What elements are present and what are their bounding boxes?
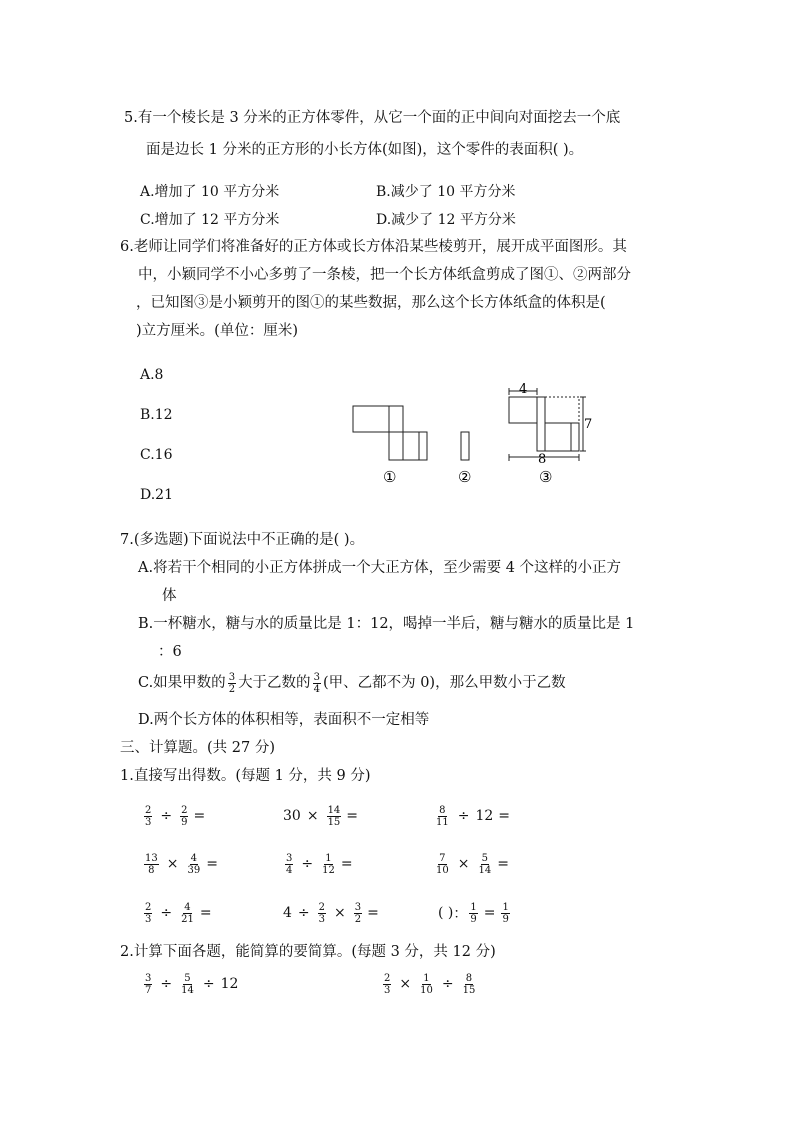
operator: ÷ bbox=[202, 976, 215, 992]
denominator: 7 bbox=[145, 984, 152, 996]
number: 30 bbox=[283, 808, 301, 824]
q5-option-c: C.增加了 12 平方分米 bbox=[140, 212, 280, 228]
operator: ÷ bbox=[297, 905, 310, 921]
q6-option-a: A.8 bbox=[140, 367, 164, 383]
numerator: 2 bbox=[181, 804, 188, 816]
fraction bbox=[144, 805, 152, 828]
fraction bbox=[180, 902, 195, 925]
calc-r2c1 bbox=[142, 851, 218, 877]
fraction bbox=[327, 805, 342, 828]
operator: × bbox=[306, 808, 319, 824]
denominator: 3 bbox=[318, 913, 326, 925]
fraction bbox=[435, 805, 450, 828]
operator: × bbox=[399, 976, 412, 992]
denominator: 4 bbox=[286, 864, 293, 876]
calc-r2c2 bbox=[283, 851, 353, 877]
fraction bbox=[318, 902, 326, 925]
q7-option-c-middle: 大于乙数的 bbox=[238, 675, 311, 691]
fraction bbox=[144, 853, 159, 876]
q6-option-d: D.21 bbox=[140, 487, 173, 503]
calc-r3c3 bbox=[438, 900, 512, 926]
fraction bbox=[354, 902, 362, 925]
answer-blank: ( ) bbox=[438, 905, 454, 921]
denominator: 14 bbox=[181, 984, 194, 996]
fraction bbox=[321, 853, 336, 876]
fraction bbox=[144, 902, 152, 925]
q6-line2: 中，小颖同学不小心多剪了一条棱，把一个长方体纸盒剪成了图①、②两部分 bbox=[138, 267, 631, 283]
calc-r1c1 bbox=[142, 803, 205, 829]
operator: × bbox=[457, 856, 470, 872]
denominator: 9 bbox=[470, 913, 477, 925]
calc-r3c1 bbox=[142, 900, 212, 926]
denominator: 39 bbox=[187, 864, 201, 876]
section-3-heading: 三、计算题。(共 27 分) bbox=[120, 740, 275, 756]
equals: = bbox=[199, 905, 212, 921]
operator: ÷ bbox=[160, 808, 173, 824]
denominator: 3 bbox=[384, 984, 391, 996]
figure-2-strip bbox=[461, 432, 469, 460]
q6-line3: ，已知图③是小颖剪开的图①的某些数据，那么这个长方体纸盒的体积是( bbox=[136, 295, 606, 311]
dimension-top-label: 4 bbox=[519, 382, 528, 397]
fraction bbox=[419, 973, 434, 996]
q7-option-b-line2: ：6 bbox=[158, 644, 182, 660]
calc-r1c2 bbox=[283, 803, 358, 829]
figure-3-label: ③ bbox=[539, 468, 553, 486]
denominator: 2 bbox=[228, 683, 236, 695]
numerator: 1 bbox=[423, 972, 430, 984]
figure-1-net bbox=[353, 406, 427, 460]
numerator: 2 bbox=[145, 901, 152, 913]
operator: ÷ bbox=[441, 976, 454, 992]
fraction bbox=[477, 853, 492, 876]
q5-option-a: A.增加了 10 平方分米 bbox=[140, 184, 280, 200]
fraction bbox=[186, 853, 201, 876]
operator: × bbox=[334, 905, 346, 921]
numerator: 5 bbox=[481, 852, 489, 864]
number: 4 bbox=[283, 905, 292, 921]
numerator: 13 bbox=[145, 852, 158, 864]
fraction bbox=[144, 973, 152, 996]
denominator: 10 bbox=[420, 984, 433, 996]
number: 12 bbox=[475, 808, 494, 824]
section-3-sub1: 1.直接写出得数。(每题 1 分，共 9 分) bbox=[120, 768, 371, 784]
numerator: 3 bbox=[286, 852, 293, 864]
fraction bbox=[435, 853, 450, 876]
colon: ： bbox=[453, 906, 468, 922]
q7-option-a-line1: A.将若干个相同的小正方体拼成一个大正方体，至少需要 4 个这样的小正方 bbox=[138, 560, 622, 576]
numerator: 14 bbox=[327, 804, 341, 816]
q7-option-b-line1: B.一杯糖水，糖与水的质量比是 1：12，喝掉一半后，糖与糖水的质量比是 1 bbox=[138, 616, 635, 632]
calc-r1c3 bbox=[433, 803, 510, 829]
calc-p2c1 bbox=[142, 971, 238, 997]
numerator: 4 bbox=[184, 901, 191, 913]
denominator: 10 bbox=[436, 864, 449, 876]
denominator: 11 bbox=[436, 816, 449, 828]
q7-option-c-suffix: (甲、乙都不为 0)，那么甲数小于乙数 bbox=[322, 675, 566, 691]
equals: = bbox=[193, 808, 206, 824]
q7-option-c bbox=[138, 670, 566, 696]
equals: = bbox=[206, 856, 218, 872]
numerator: 8 bbox=[465, 972, 473, 984]
figure-1-label: ① bbox=[383, 468, 397, 486]
dimension-right-label: 7 bbox=[584, 417, 593, 432]
q7-option-d: D.两个长方体的体积相等，表面积不一定相等 bbox=[138, 712, 430, 728]
numerator: 3 bbox=[313, 671, 320, 683]
equals: = bbox=[483, 905, 496, 921]
q5-option-b: B.减少了 10 平方分米 bbox=[376, 184, 516, 200]
denominator: 14 bbox=[478, 864, 492, 876]
numerator: 3 bbox=[145, 972, 152, 984]
fraction bbox=[180, 805, 188, 828]
figure-3-dimensions bbox=[509, 388, 586, 461]
section-3-sub2: 2.计算下面各题，能简算的要简算。(每题 3 分，共 12 分) bbox=[120, 944, 496, 960]
operator: × bbox=[166, 856, 179, 872]
q6-option-b: B.12 bbox=[140, 407, 173, 423]
numerator: 1 bbox=[470, 901, 477, 913]
numerator: 3 bbox=[354, 901, 362, 913]
fraction bbox=[383, 973, 391, 996]
numerator: 1 bbox=[325, 852, 332, 864]
q7-option-c-prefix: C.如果甲数的 bbox=[138, 675, 226, 691]
denominator: 2 bbox=[354, 913, 362, 925]
numerator: 2 bbox=[384, 972, 391, 984]
operator: ÷ bbox=[301, 856, 314, 872]
numerator: 3 bbox=[228, 671, 236, 683]
fraction bbox=[228, 672, 236, 695]
calc-r3c2 bbox=[283, 900, 379, 926]
operator: ÷ bbox=[160, 905, 173, 921]
q7-option-a-line2: 体 bbox=[162, 588, 177, 604]
q5-line2: 面是边长 1 分米的正方形的小长方体(如图)，这个零件的表面积( )。 bbox=[146, 142, 584, 158]
calc-p2c2 bbox=[381, 971, 478, 997]
fraction bbox=[313, 672, 321, 695]
equals: = bbox=[497, 856, 509, 872]
q6-line4: )立方厘米。(单位：厘米) bbox=[136, 323, 298, 339]
numerator: 2 bbox=[145, 804, 152, 816]
numerator: 8 bbox=[439, 804, 446, 816]
denominator: 12 bbox=[322, 864, 335, 876]
numerator: 1 bbox=[502, 901, 509, 913]
equals: = bbox=[498, 808, 511, 824]
denominator: 21 bbox=[181, 913, 194, 925]
denominator: 3 bbox=[145, 913, 152, 925]
fraction bbox=[285, 853, 293, 876]
calc-r2c3 bbox=[433, 851, 509, 877]
fraction bbox=[180, 973, 195, 996]
q5-option-d: D.减少了 12 平方分米 bbox=[376, 212, 516, 228]
q6-line1: 6.老师让同学们将准备好的正方体或长方体沿某些棱剪开，展开成平面图形。其 bbox=[120, 239, 627, 255]
denominator: 4 bbox=[313, 683, 320, 695]
q6-option-c: C.16 bbox=[140, 447, 173, 463]
figure-3-net bbox=[509, 397, 579, 451]
numerator: 2 bbox=[318, 901, 326, 913]
denominator: 9 bbox=[181, 816, 188, 828]
fraction bbox=[462, 973, 477, 996]
equals: = bbox=[340, 856, 353, 872]
q7-line1: 7.(多选题)下面说法中不正确的是( )。 bbox=[120, 532, 365, 548]
fraction bbox=[469, 902, 477, 925]
denominator: 15 bbox=[327, 816, 341, 828]
denominator: 15 bbox=[462, 984, 476, 996]
numerator: 5 bbox=[184, 972, 191, 984]
operator: ÷ bbox=[160, 976, 173, 992]
denominator: 9 bbox=[502, 913, 509, 925]
denominator: 8 bbox=[148, 864, 155, 876]
denominator: 3 bbox=[145, 816, 152, 828]
numerator: 7 bbox=[439, 852, 446, 864]
equals: = bbox=[346, 808, 359, 824]
q5-line1: 5.有一个棱长是 3 分米的正方体零件，从它一个面的正中间向对面挖去一个底 bbox=[124, 110, 621, 126]
fraction bbox=[501, 902, 509, 925]
operator: ÷ bbox=[457, 808, 470, 824]
numerator: 4 bbox=[190, 852, 198, 864]
dimension-bottom-label: 8 bbox=[538, 452, 547, 467]
equals: = bbox=[367, 905, 379, 921]
number: 12 bbox=[220, 976, 239, 992]
figure-2-label: ② bbox=[458, 468, 472, 486]
